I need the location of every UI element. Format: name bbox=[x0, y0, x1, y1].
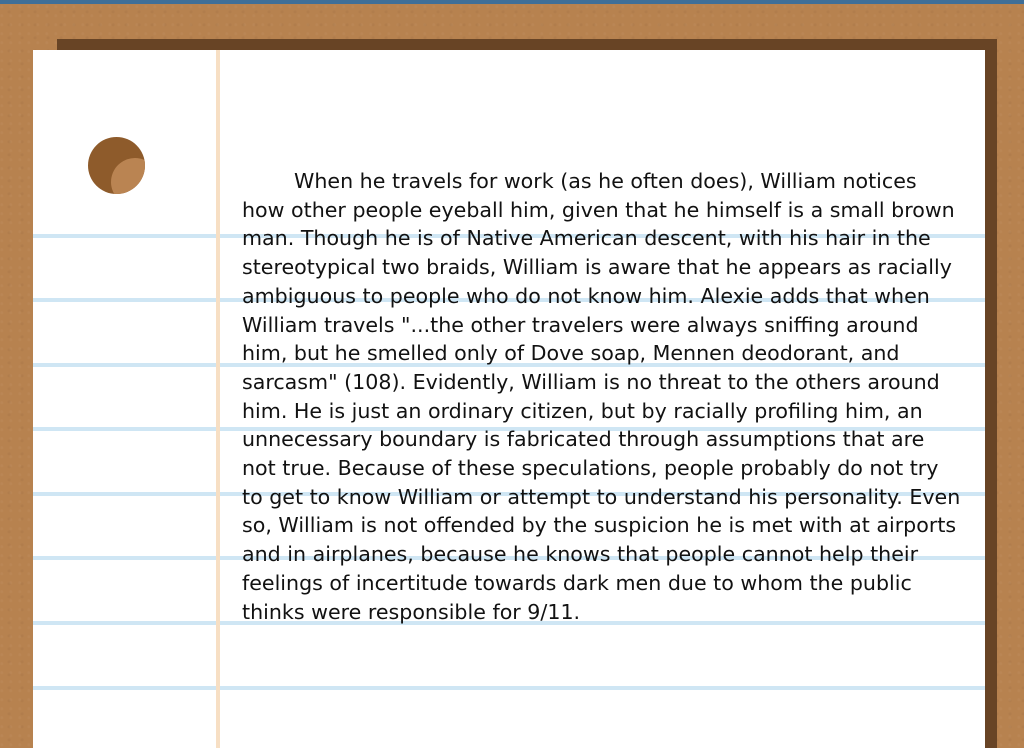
hole-highlight bbox=[111, 158, 145, 194]
paper-margin-line bbox=[216, 50, 220, 748]
essay-paragraph: When he travels for work (as he often does), William notices how other people eyeball him, given that he himself is a small brown man. Though he is of Native American descent, with his hair in the stereotypical two braids, William is aware that he appears as racially ambiguous to people who do not know him. Alexie adds that when William travels "...the other travelers were always sniffing around him, but he smelled only of Dove soap, Mennen deodorant, and sarcasm" (108). Evidently, William is no threat to the others around him. He is just an ordinary citizen, but by racially profiling him, an unnecessary boundary is fabricated through assumptions that are not true. Because of these speculations, people probably do not try to get to know William or attempt to understand his personality. Even so, William is not offended by the suspicion he is met with at airports and in airplanes, because he knows that people cannot help their feelings of incertitude towards dark men due to whom the public thinks were responsible for 9/11. bbox=[242, 169, 961, 624]
lined-paper bbox=[33, 50, 985, 748]
punched-hole-icon bbox=[88, 137, 145, 194]
ruled-line bbox=[33, 686, 985, 690]
